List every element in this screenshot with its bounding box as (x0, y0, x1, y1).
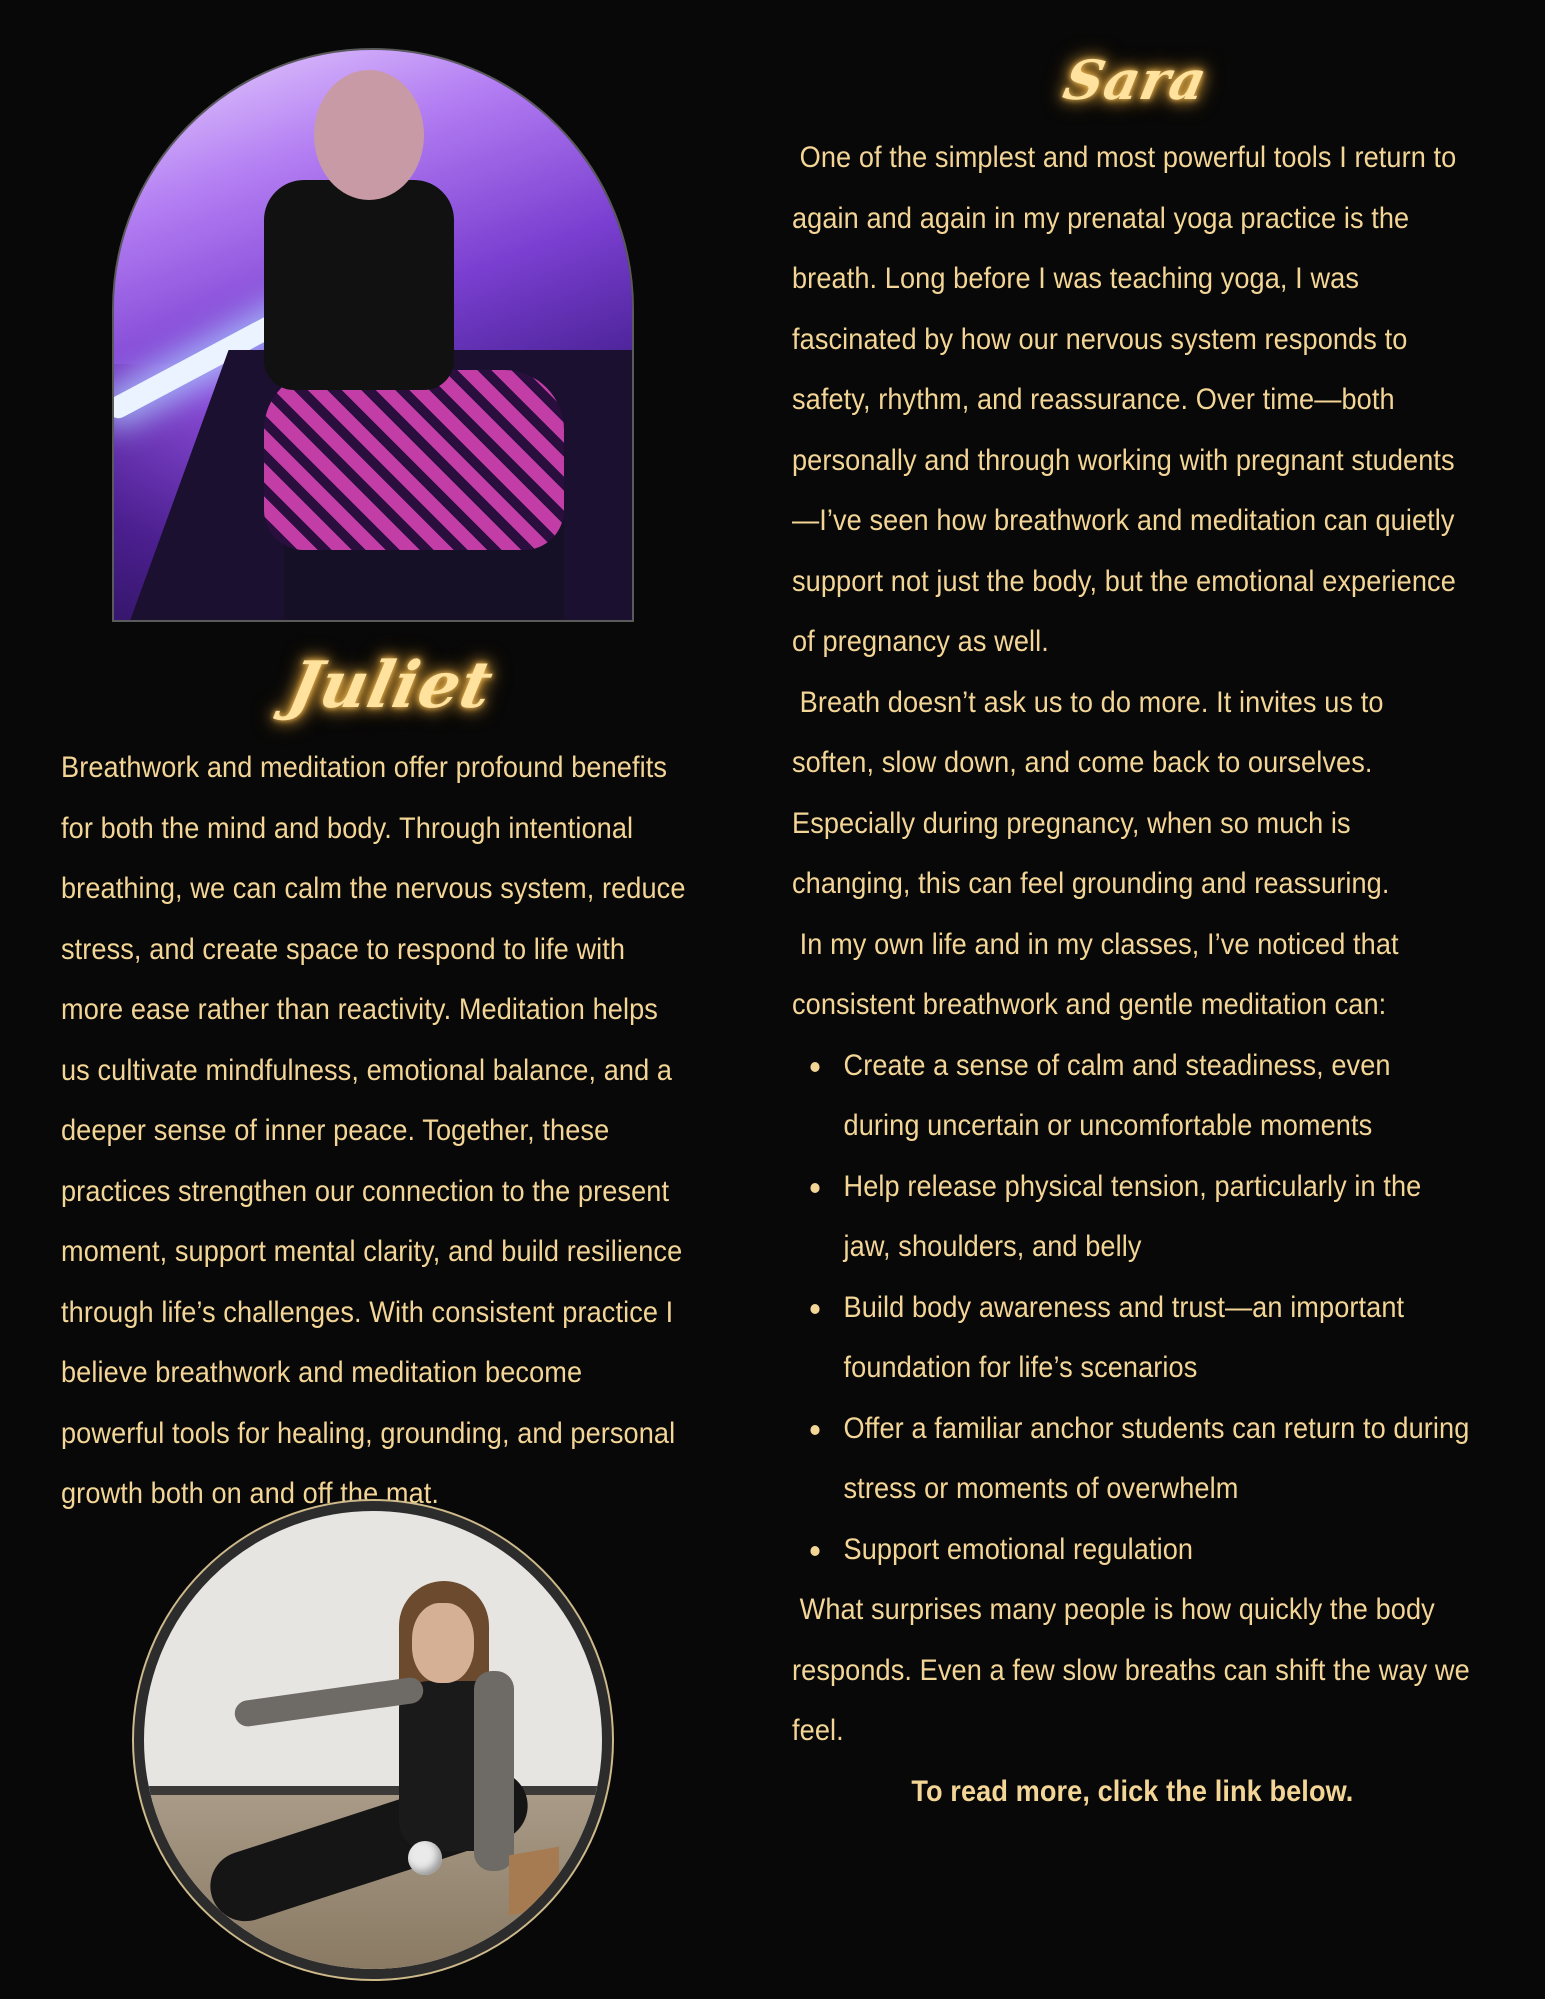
list-item: Create a sense of calm and steadiness, even during uncertain or uncomfortable moments (844, 1036, 1473, 1157)
sara-photo (134, 1501, 612, 1979)
juliet-name: Juliet (282, 648, 500, 723)
list-item: Offer a familiar anchor students can return to during stress or moments of overwhelm (844, 1399, 1473, 1520)
sara-body (792, 128, 1478, 1822)
sara-name: Sara (1058, 48, 1214, 112)
sara-paragraph-1: One of the simplest and most powerful tools I return to again and again in my prenatal yoga practice is the breath. Long before I was teaching yoga, I was fascinated by how our nervous system responds to safety, rhythm, and reassurance. Over time—both personally and through working with pregnant students—I’ve seen how breathwork and meditation can quietly support not just the body, but the emotional experience of pregnancy as well. (792, 141, 1465, 658)
sara-paragraph-3: In my own life and in my classes, I’ve noticed that consistent breathwork and gentle meditation can: (792, 927, 1407, 1021)
benefits-list (792, 1036, 1473, 1581)
list-item: Build body awareness and trust—an important foundation for life’s scenarios (844, 1278, 1473, 1399)
juliet-body: Breathwork and meditation offer profound benefits for both the mind and body. Through intentional breathing, we can calm the nervous system, reduce stress, and create space to respond to life with more ease rather than reactivity. Meditation helps us cultivate mindfulness, emotional balance, and a deeper sense of inner peace. Together, these practices strengthen our connection to the present moment, support mental clarity, and build resilience through life’s challenges. With consistent practice I believe breathwork and meditation become powerful tools for healing, grounding, and personal growth both on and off the mat. (61, 751, 686, 1510)
sara-paragraph-2: Breath doesn’t ask us to do more. It invites us to soften, slow down, and come back to ourselves. Especially during pregnancy, when so much is changing, this can feel grounding and reassuring. (792, 685, 1392, 900)
sara-paragraph-4: What surprises many people is how quickly the body responds. Even a few slow breaths can shift the way we feel. (792, 1593, 1478, 1747)
list-item: Help release physical tension, particularly in the jaw, shoulders, and belly (844, 1157, 1473, 1278)
read-more-link[interactable]: To read more, click the link below. (911, 1774, 1354, 1808)
juliet-photo (112, 48, 634, 622)
list-item: Support emotional regulation (844, 1520, 1473, 1581)
